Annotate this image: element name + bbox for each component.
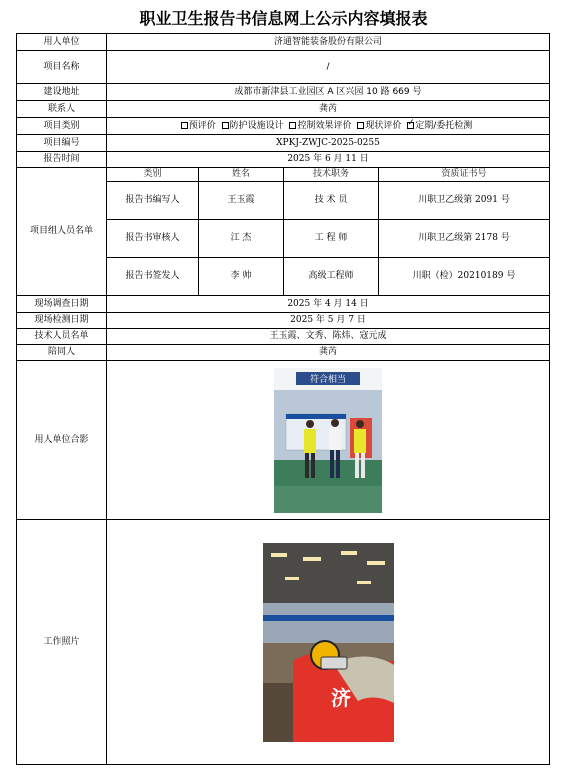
team-header-name: 姓名 — [199, 168, 284, 182]
row-survey-date — [17, 296, 550, 313]
work-photo-label: 工作照片 — [17, 520, 107, 765]
survey-date-value: 2025 年 4 月 14 日 — [107, 296, 550, 313]
row-contact — [17, 101, 550, 118]
project-number-label: 项目编号 — [17, 135, 107, 152]
row-test-date — [17, 313, 550, 329]
row-project-number — [17, 135, 550, 152]
group-photo-sign-text: 符合相当 — [309, 374, 347, 385]
survey-date-label: 现场调查日期 — [17, 296, 107, 313]
row-escort — [17, 345, 550, 361]
category-label: 项目类别 — [17, 118, 107, 135]
employer-label: 用人单位 — [17, 34, 107, 51]
address-label: 建设地址 — [17, 84, 107, 101]
address-value: 成都市新津县工业园区 A 区兴园 10 路 669 号 — [107, 84, 550, 101]
row-work-photo — [17, 520, 550, 765]
category-option-pre-evaluation[interactable] — [181, 121, 216, 131]
category-option-periodic-testing[interactable] — [407, 121, 472, 131]
member-name: 李 帅 — [199, 258, 284, 296]
row-technicians — [17, 329, 550, 345]
project-name-label: 项目名称 — [17, 51, 107, 84]
employer-value: 济通智能装备股份有限公司 — [107, 34, 550, 51]
member-title: 技 术 员 — [284, 182, 379, 220]
contact-value: 龚芮 — [107, 101, 550, 118]
member-cert: 川职（检）20210189 号 — [379, 258, 550, 296]
report-time-value: 2025 年 6 月 11 日 — [107, 152, 550, 168]
member-role: 报告书审核人 — [107, 220, 199, 258]
test-date-label: 现场检测日期 — [17, 313, 107, 329]
technicians-label: 技术人员名单 — [17, 329, 107, 345]
team-header-row — [17, 168, 550, 182]
checkbox-protection-design[interactable] — [222, 122, 229, 129]
row-address — [17, 84, 550, 101]
category-option-protection-design[interactable] — [222, 121, 284, 131]
contact-label: 联系人 — [17, 101, 107, 118]
checkbox-periodic-testing[interactable] — [407, 122, 414, 129]
row-project-name — [17, 51, 550, 84]
checkbox-control-effect[interactable] — [289, 122, 296, 129]
member-name: 江 杰 — [199, 220, 284, 258]
form-title: 职业卫生报告书信息网上公示内容填报表 — [139, 9, 428, 28]
team-header-title: 技术职务 — [284, 168, 379, 182]
checkbox-pre-evaluation[interactable] — [181, 122, 188, 129]
row-category — [17, 118, 550, 135]
option-label: 定期/委托检测 — [415, 120, 473, 131]
work-photo-image — [263, 543, 394, 742]
project-name-value: / — [107, 51, 550, 84]
checkbox-status-evaluation[interactable] — [357, 122, 364, 129]
member-title: 工 程 师 — [284, 220, 379, 258]
team-header-category: 类别 — [107, 168, 199, 182]
work-photo-cell — [107, 520, 550, 765]
team-label: 项目组人员名单 — [17, 168, 107, 296]
member-name: 王玉霞 — [199, 182, 284, 220]
technicians-value: 王玉霞、文秀、陈炜、寇元成 — [107, 329, 550, 345]
option-label: 预评价 — [188, 120, 216, 131]
group-photo-cell — [107, 361, 550, 520]
group-photo-image — [274, 368, 382, 513]
team-header-cert: 资质证书号 — [379, 168, 550, 182]
group-photo-label: 用人单位合影 — [17, 361, 107, 520]
disclosure-form-table — [16, 33, 550, 765]
work-photo-badge-text: 济 — [330, 685, 351, 710]
escort-label: 陪同人 — [17, 345, 107, 361]
option-label: 现状评价 — [365, 120, 402, 131]
row-report-time — [17, 152, 550, 168]
category-options — [107, 118, 550, 135]
report-time-label: 报告时间 — [17, 152, 107, 168]
escort-value: 龚芮 — [107, 345, 550, 361]
member-role: 报告书签发人 — [107, 258, 199, 296]
row-group-photo — [17, 361, 550, 520]
member-title: 高级工程师 — [284, 258, 379, 296]
option-label: 防护设施设计 — [229, 120, 284, 131]
category-option-control-effect[interactable] — [289, 121, 351, 131]
project-number-value: XPKJ-ZWJC-2025-0255 — [107, 135, 550, 152]
test-date-value: 2025 年 5 月 7 日 — [107, 313, 550, 329]
member-cert: 川职卫乙级第 2091 号 — [379, 182, 550, 220]
category-option-status-evaluation[interactable] — [357, 121, 401, 131]
member-cert: 川职卫乙级第 2178 号 — [379, 220, 550, 258]
option-label: 控制效果评价 — [297, 120, 352, 131]
member-role: 报告书编写人 — [107, 182, 199, 220]
row-employer — [17, 34, 550, 51]
